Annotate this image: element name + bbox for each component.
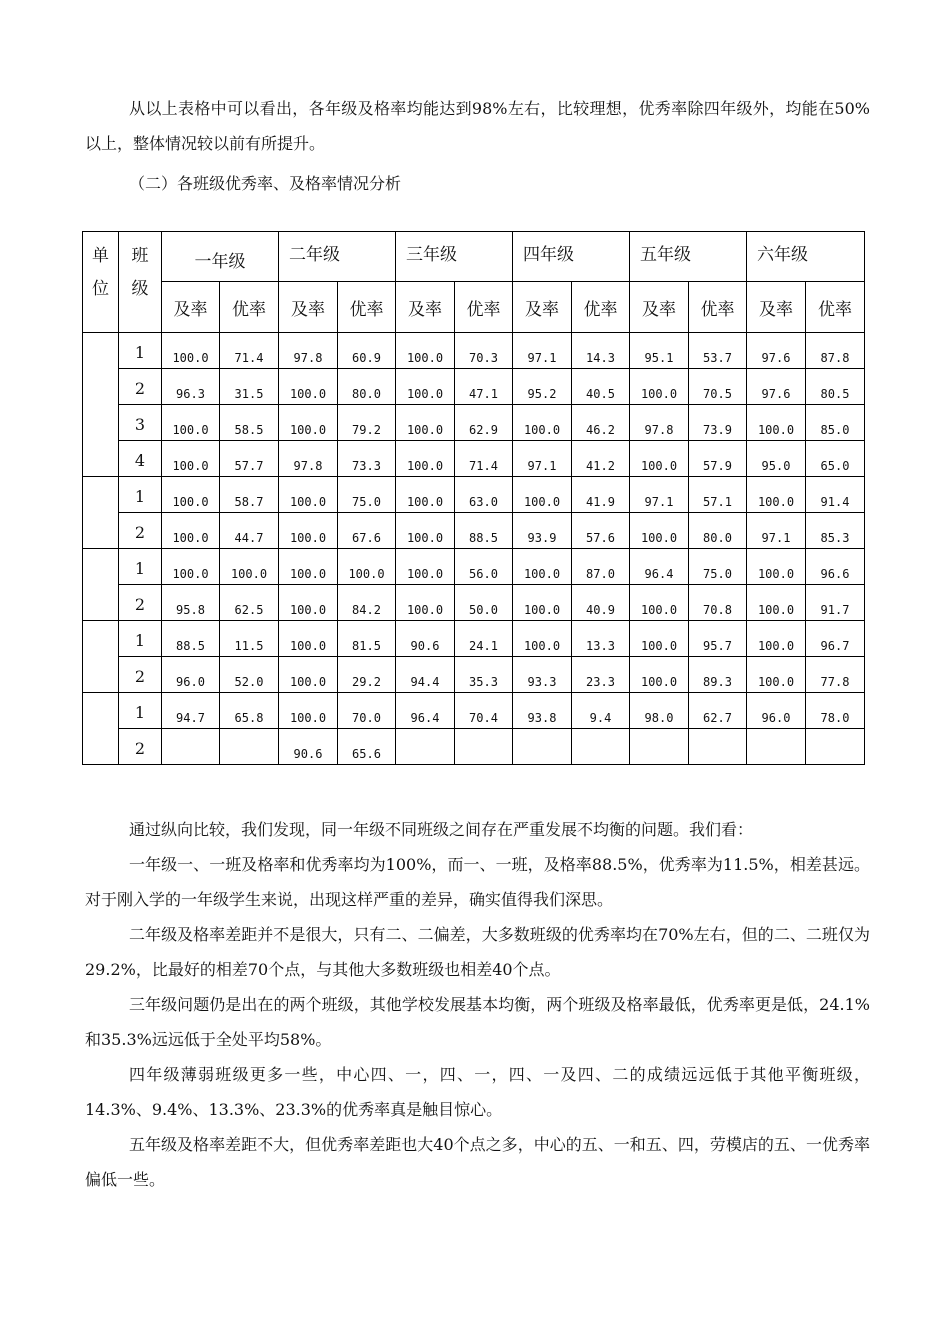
table-row [83, 513, 865, 549]
excellent-rate-header-4: 优率 [572, 282, 630, 333]
excellent-rate-cell: 46.2 [572, 405, 630, 441]
pass-rate-cell: 97.6 [747, 333, 806, 369]
pass-rate-cell: 94.7 [162, 693, 220, 729]
excellent-rate-header-2: 优率 [338, 282, 396, 333]
excellent-rate-cell: 65.0 [806, 441, 865, 477]
pass-rate-cell: 100.0 [279, 549, 338, 585]
excellent-rate-header-6: 优率 [806, 282, 865, 333]
unit-cell [83, 693, 119, 765]
pass-rate-cell: 97.1 [747, 513, 806, 549]
excellent-rate-cell: 57.7 [220, 441, 279, 477]
excellent-rate-cell: 67.6 [338, 513, 396, 549]
pass-rate-cell: 100.0 [279, 513, 338, 549]
pass-rate-cell: 96.4 [630, 549, 689, 585]
pass-rate-header-2: 及率 [279, 282, 338, 333]
pass-rate-cell [630, 729, 689, 765]
pass-rate-cell: 97.8 [279, 333, 338, 369]
pass-rate-cell: 100.0 [747, 405, 806, 441]
pass-rate-cell: 100.0 [279, 369, 338, 405]
excellent-rate-cell: 50.0 [455, 585, 513, 621]
class-number-cell: 1 [119, 621, 162, 657]
excellent-rate-cell: 79.2 [338, 405, 396, 441]
excellent-rate-cell: 70.8 [689, 585, 747, 621]
excellent-rate-cell: 70.5 [689, 369, 747, 405]
excellent-rate-cell: 57.1 [689, 477, 747, 513]
pass-rate-cell [396, 729, 455, 765]
class-number-cell: 2 [119, 657, 162, 693]
table-row [83, 693, 865, 729]
class-rates-table [82, 231, 865, 765]
pass-rate-cell: 95.0 [747, 441, 806, 477]
pass-rate-cell: 95.1 [630, 333, 689, 369]
table-row [83, 405, 865, 441]
excellent-rate-cell: 77.8 [806, 657, 865, 693]
excellent-rate-cell: 62.9 [455, 405, 513, 441]
grade-header-4: 四年级 [513, 232, 630, 282]
excellent-rate-header-1: 优率 [220, 282, 279, 333]
class-number-cell: 2 [119, 513, 162, 549]
class-number-cell: 1 [119, 477, 162, 513]
excellent-rate-cell: 100.0 [220, 549, 279, 585]
pass-rate-header-1: 及率 [162, 282, 220, 333]
pass-rate-cell: 100.0 [279, 657, 338, 693]
pass-rate-cell: 95.8 [162, 585, 220, 621]
pass-rate-cell: 100.0 [396, 405, 455, 441]
pass-rate-cell: 100.0 [162, 513, 220, 549]
class-header-char-2: 级 [131, 279, 149, 299]
excellent-rate-header-3: 优率 [455, 282, 513, 333]
pass-rate-cell: 100.0 [630, 513, 689, 549]
pass-rate-cell [747, 729, 806, 765]
excellent-rate-cell: 41.9 [572, 477, 630, 513]
excellent-rate-cell: 87.0 [572, 549, 630, 585]
pass-rate-cell: 100.0 [162, 477, 220, 513]
excellent-rate-cell: 58.7 [220, 477, 279, 513]
excellent-rate-cell [806, 729, 865, 765]
table-row [83, 621, 865, 657]
pass-rate-cell: 97.6 [747, 369, 806, 405]
excellent-rate-cell: 65.8 [220, 693, 279, 729]
table-row [83, 477, 865, 513]
pass-rate-cell: 100.0 [162, 549, 220, 585]
pass-rate-cell: 100.0 [513, 477, 572, 513]
grade-header-1: 一年级 [162, 232, 279, 282]
pass-rate-cell: 93.8 [513, 693, 572, 729]
excellent-rate-cell: 11.5 [220, 621, 279, 657]
class-number-cell: 2 [119, 729, 162, 765]
unit-cell [83, 477, 119, 549]
analysis-paragraph-3: 二年级及格率差距并不是很大，只有二、二偏差，大多数班级的优秀率均在70%左右，但的二、二班仅为29.2%，比最好的相差70个点，与其他大多数班级也相差40个点。 [85, 925, 870, 979]
excellent-rate-cell: 71.4 [455, 441, 513, 477]
class-number-cell: 3 [119, 405, 162, 441]
pass-rate-header-5: 及率 [630, 282, 689, 333]
excellent-rate-cell: 52.0 [220, 657, 279, 693]
excellent-rate-cell: 70.3 [455, 333, 513, 369]
pass-rate-cell: 100.0 [396, 333, 455, 369]
excellent-rate-cell: 88.5 [455, 513, 513, 549]
excellent-rate-cell [455, 729, 513, 765]
analysis-paragraph-4: 三年级问题仍是出在的两个班级，其他学校发展基本均衡，两个班级及格率最低，优秀率更是低，24.1%和35.3%远远低于全处平均58%。 [85, 995, 870, 1049]
excellent-rate-cell: 56.0 [455, 549, 513, 585]
class-number-cell: 4 [119, 441, 162, 477]
table-row [83, 657, 865, 693]
unit-header-char-2: 位 [92, 279, 109, 299]
excellent-rate-cell: 84.2 [338, 585, 396, 621]
excellent-rate-cell: 57.6 [572, 513, 630, 549]
table-row [83, 369, 865, 405]
pass-rate-cell: 100.0 [630, 369, 689, 405]
pass-rate-cell: 100.0 [396, 513, 455, 549]
pass-rate-cell [162, 729, 220, 765]
excellent-rate-cell: 85.0 [806, 405, 865, 441]
excellent-rate-cell: 80.5 [806, 369, 865, 405]
grade-header-6: 六年级 [747, 232, 865, 282]
excellent-rate-cell: 23.3 [572, 657, 630, 693]
pass-rate-cell: 100.0 [630, 657, 689, 693]
pass-rate-cell: 100.0 [396, 477, 455, 513]
analysis-paragraph-2: 一年级一、一班及格率和优秀率均为100%，而一、一班，及格率88.5%，优秀率为11.5%，相差甚远。对于刚入学的一年级学生来说，出现这样严重的差异，确实值得我们深思。 [85, 855, 870, 909]
excellent-rate-cell: 60.9 [338, 333, 396, 369]
pass-rate-cell: 97.8 [279, 441, 338, 477]
excellent-rate-cell: 71.4 [220, 333, 279, 369]
pass-rate-cell: 100.0 [396, 441, 455, 477]
excellent-rate-cell [689, 729, 747, 765]
table-row [83, 549, 865, 585]
analysis-paragraph-6: 五年级及格率差距不大，但优秀率差距也大40个点之多，中心的五、一和五、四，劳模店的五、一优秀率偏低一些。 [85, 1135, 870, 1189]
pass-rate-cell: 97.1 [513, 441, 572, 477]
excellent-rate-cell: 75.0 [689, 549, 747, 585]
excellent-rate-cell: 40.5 [572, 369, 630, 405]
pass-rate-cell: 100.0 [396, 585, 455, 621]
unit-cell [83, 549, 119, 621]
pass-rate-cell: 96.0 [747, 693, 806, 729]
excellent-rate-cell: 9.4 [572, 693, 630, 729]
grade-header-2: 二年级 [279, 232, 396, 282]
excellent-rate-cell: 53.7 [689, 333, 747, 369]
pass-rate-cell: 90.6 [279, 729, 338, 765]
excellent-rate-cell: 63.0 [455, 477, 513, 513]
excellent-rate-cell: 13.3 [572, 621, 630, 657]
excellent-rate-cell: 91.7 [806, 585, 865, 621]
pass-rate-cell: 100.0 [279, 477, 338, 513]
excellent-rate-cell: 96.6 [806, 549, 865, 585]
excellent-rate-cell: 14.3 [572, 333, 630, 369]
analysis-paragraph-1: 通过纵向比较，我们发现，同一年级不同班级之间存在严重发展不均衡的问题。我们看： [129, 820, 754, 839]
excellent-rate-cell [572, 729, 630, 765]
excellent-rate-cell: 24.1 [455, 621, 513, 657]
excellent-rate-cell: 75.0 [338, 477, 396, 513]
table-row [83, 441, 865, 477]
pass-rate-cell: 100.0 [747, 477, 806, 513]
excellent-rate-cell: 96.7 [806, 621, 865, 657]
unit-cell [83, 621, 119, 693]
table-row [83, 729, 865, 765]
pass-rate-cell: 100.0 [396, 369, 455, 405]
excellent-rate-cell [220, 729, 279, 765]
table-row [83, 585, 865, 621]
excellent-rate-cell: 73.3 [338, 441, 396, 477]
pass-rate-cell: 100.0 [747, 585, 806, 621]
pass-rate-cell: 100.0 [162, 441, 220, 477]
pass-rate-cell: 100.0 [630, 621, 689, 657]
excellent-rate-cell: 85.3 [806, 513, 865, 549]
pass-rate-header-4: 及率 [513, 282, 572, 333]
class-number-cell: 2 [119, 585, 162, 621]
class-number-cell: 2 [119, 369, 162, 405]
class-number-cell: 1 [119, 333, 162, 369]
excellent-rate-cell: 62.7 [689, 693, 747, 729]
pass-rate-cell [513, 729, 572, 765]
excellent-rate-cell: 40.9 [572, 585, 630, 621]
excellent-rate-cell: 81.5 [338, 621, 396, 657]
excellent-rate-cell: 78.0 [806, 693, 865, 729]
pass-rate-cell: 100.0 [279, 693, 338, 729]
excellent-rate-cell: 100.0 [338, 549, 396, 585]
table-row [83, 333, 865, 369]
pass-rate-cell: 90.6 [396, 621, 455, 657]
excellent-rate-cell: 80.0 [689, 513, 747, 549]
pass-rate-cell: 100.0 [162, 333, 220, 369]
pass-rate-cell: 95.2 [513, 369, 572, 405]
pass-rate-cell: 100.0 [747, 657, 806, 693]
pass-rate-cell: 100.0 [513, 405, 572, 441]
pass-rate-cell: 93.3 [513, 657, 572, 693]
pass-rate-cell: 100.0 [513, 621, 572, 657]
pass-rate-cell: 100.0 [513, 585, 572, 621]
excellent-rate-cell: 29.2 [338, 657, 396, 693]
pass-rate-header-3: 及率 [396, 282, 455, 333]
class-header [119, 232, 162, 333]
class-header-char-1: 班 [131, 246, 149, 266]
pass-rate-cell: 100.0 [396, 549, 455, 585]
unit-header [83, 232, 119, 333]
pass-rate-cell: 100.0 [630, 585, 689, 621]
pass-rate-cell: 100.0 [279, 621, 338, 657]
excellent-rate-cell: 62.5 [220, 585, 279, 621]
unit-header-char-1: 单 [92, 246, 109, 266]
excellent-rate-cell: 57.9 [689, 441, 747, 477]
excellent-rate-cell: 95.7 [689, 621, 747, 657]
pass-rate-cell: 100.0 [747, 621, 806, 657]
excellent-rate-cell: 80.0 [338, 369, 396, 405]
pass-rate-cell: 97.1 [513, 333, 572, 369]
pass-rate-cell: 100.0 [279, 585, 338, 621]
pass-rate-cell: 94.4 [396, 657, 455, 693]
excellent-rate-cell: 65.6 [338, 729, 396, 765]
grade-header-5: 五年级 [630, 232, 747, 282]
excellent-rate-cell: 89.3 [689, 657, 747, 693]
section-heading: （二）各班级优秀率、及格率情况分析 [129, 174, 402, 193]
pass-rate-cell: 97.1 [630, 477, 689, 513]
pass-rate-cell: 98.0 [630, 693, 689, 729]
pass-rate-cell: 97.8 [630, 405, 689, 441]
excellent-rate-cell: 91.4 [806, 477, 865, 513]
excellent-rate-cell: 31.5 [220, 369, 279, 405]
pass-rate-header-6: 及率 [747, 282, 806, 333]
excellent-rate-cell: 70.0 [338, 693, 396, 729]
pass-rate-cell: 100.0 [162, 405, 220, 441]
excellent-rate-cell: 41.2 [572, 441, 630, 477]
pass-rate-cell: 96.4 [396, 693, 455, 729]
excellent-rate-cell: 70.4 [455, 693, 513, 729]
excellent-rate-cell: 44.7 [220, 513, 279, 549]
pass-rate-cell: 100.0 [747, 549, 806, 585]
class-number-cell: 1 [119, 549, 162, 585]
analysis-paragraph-5: 四年级薄弱班级更多一些，中心四、一，四、一，四、一及四、二的成绩远远低于其他平衡班级，14.3%、9.4%、13.3%、23.3%的优秀率真是触目惊心。 [85, 1065, 870, 1119]
excellent-rate-cell: 35.3 [455, 657, 513, 693]
excellent-rate-cell: 73.9 [689, 405, 747, 441]
pass-rate-cell: 100.0 [630, 441, 689, 477]
pass-rate-cell: 96.0 [162, 657, 220, 693]
excellent-rate-cell: 87.8 [806, 333, 865, 369]
unit-cell [83, 333, 119, 477]
pass-rate-cell: 88.5 [162, 621, 220, 657]
pass-rate-cell: 93.9 [513, 513, 572, 549]
class-number-cell: 1 [119, 693, 162, 729]
pass-rate-cell: 100.0 [513, 549, 572, 585]
pass-rate-cell: 96.3 [162, 369, 220, 405]
intro-paragraph: 从以上表格中可以看出，各年级及格率均能达到98%左右，比较理想，优秀率除四年级外，均能在50%以上，整体情况较以前有所提升。 [85, 99, 870, 153]
pass-rate-cell: 100.0 [279, 405, 338, 441]
excellent-rate-header-5: 优率 [689, 282, 747, 333]
grade-header-3: 三年级 [396, 232, 513, 282]
excellent-rate-cell: 47.1 [455, 369, 513, 405]
excellent-rate-cell: 58.5 [220, 405, 279, 441]
